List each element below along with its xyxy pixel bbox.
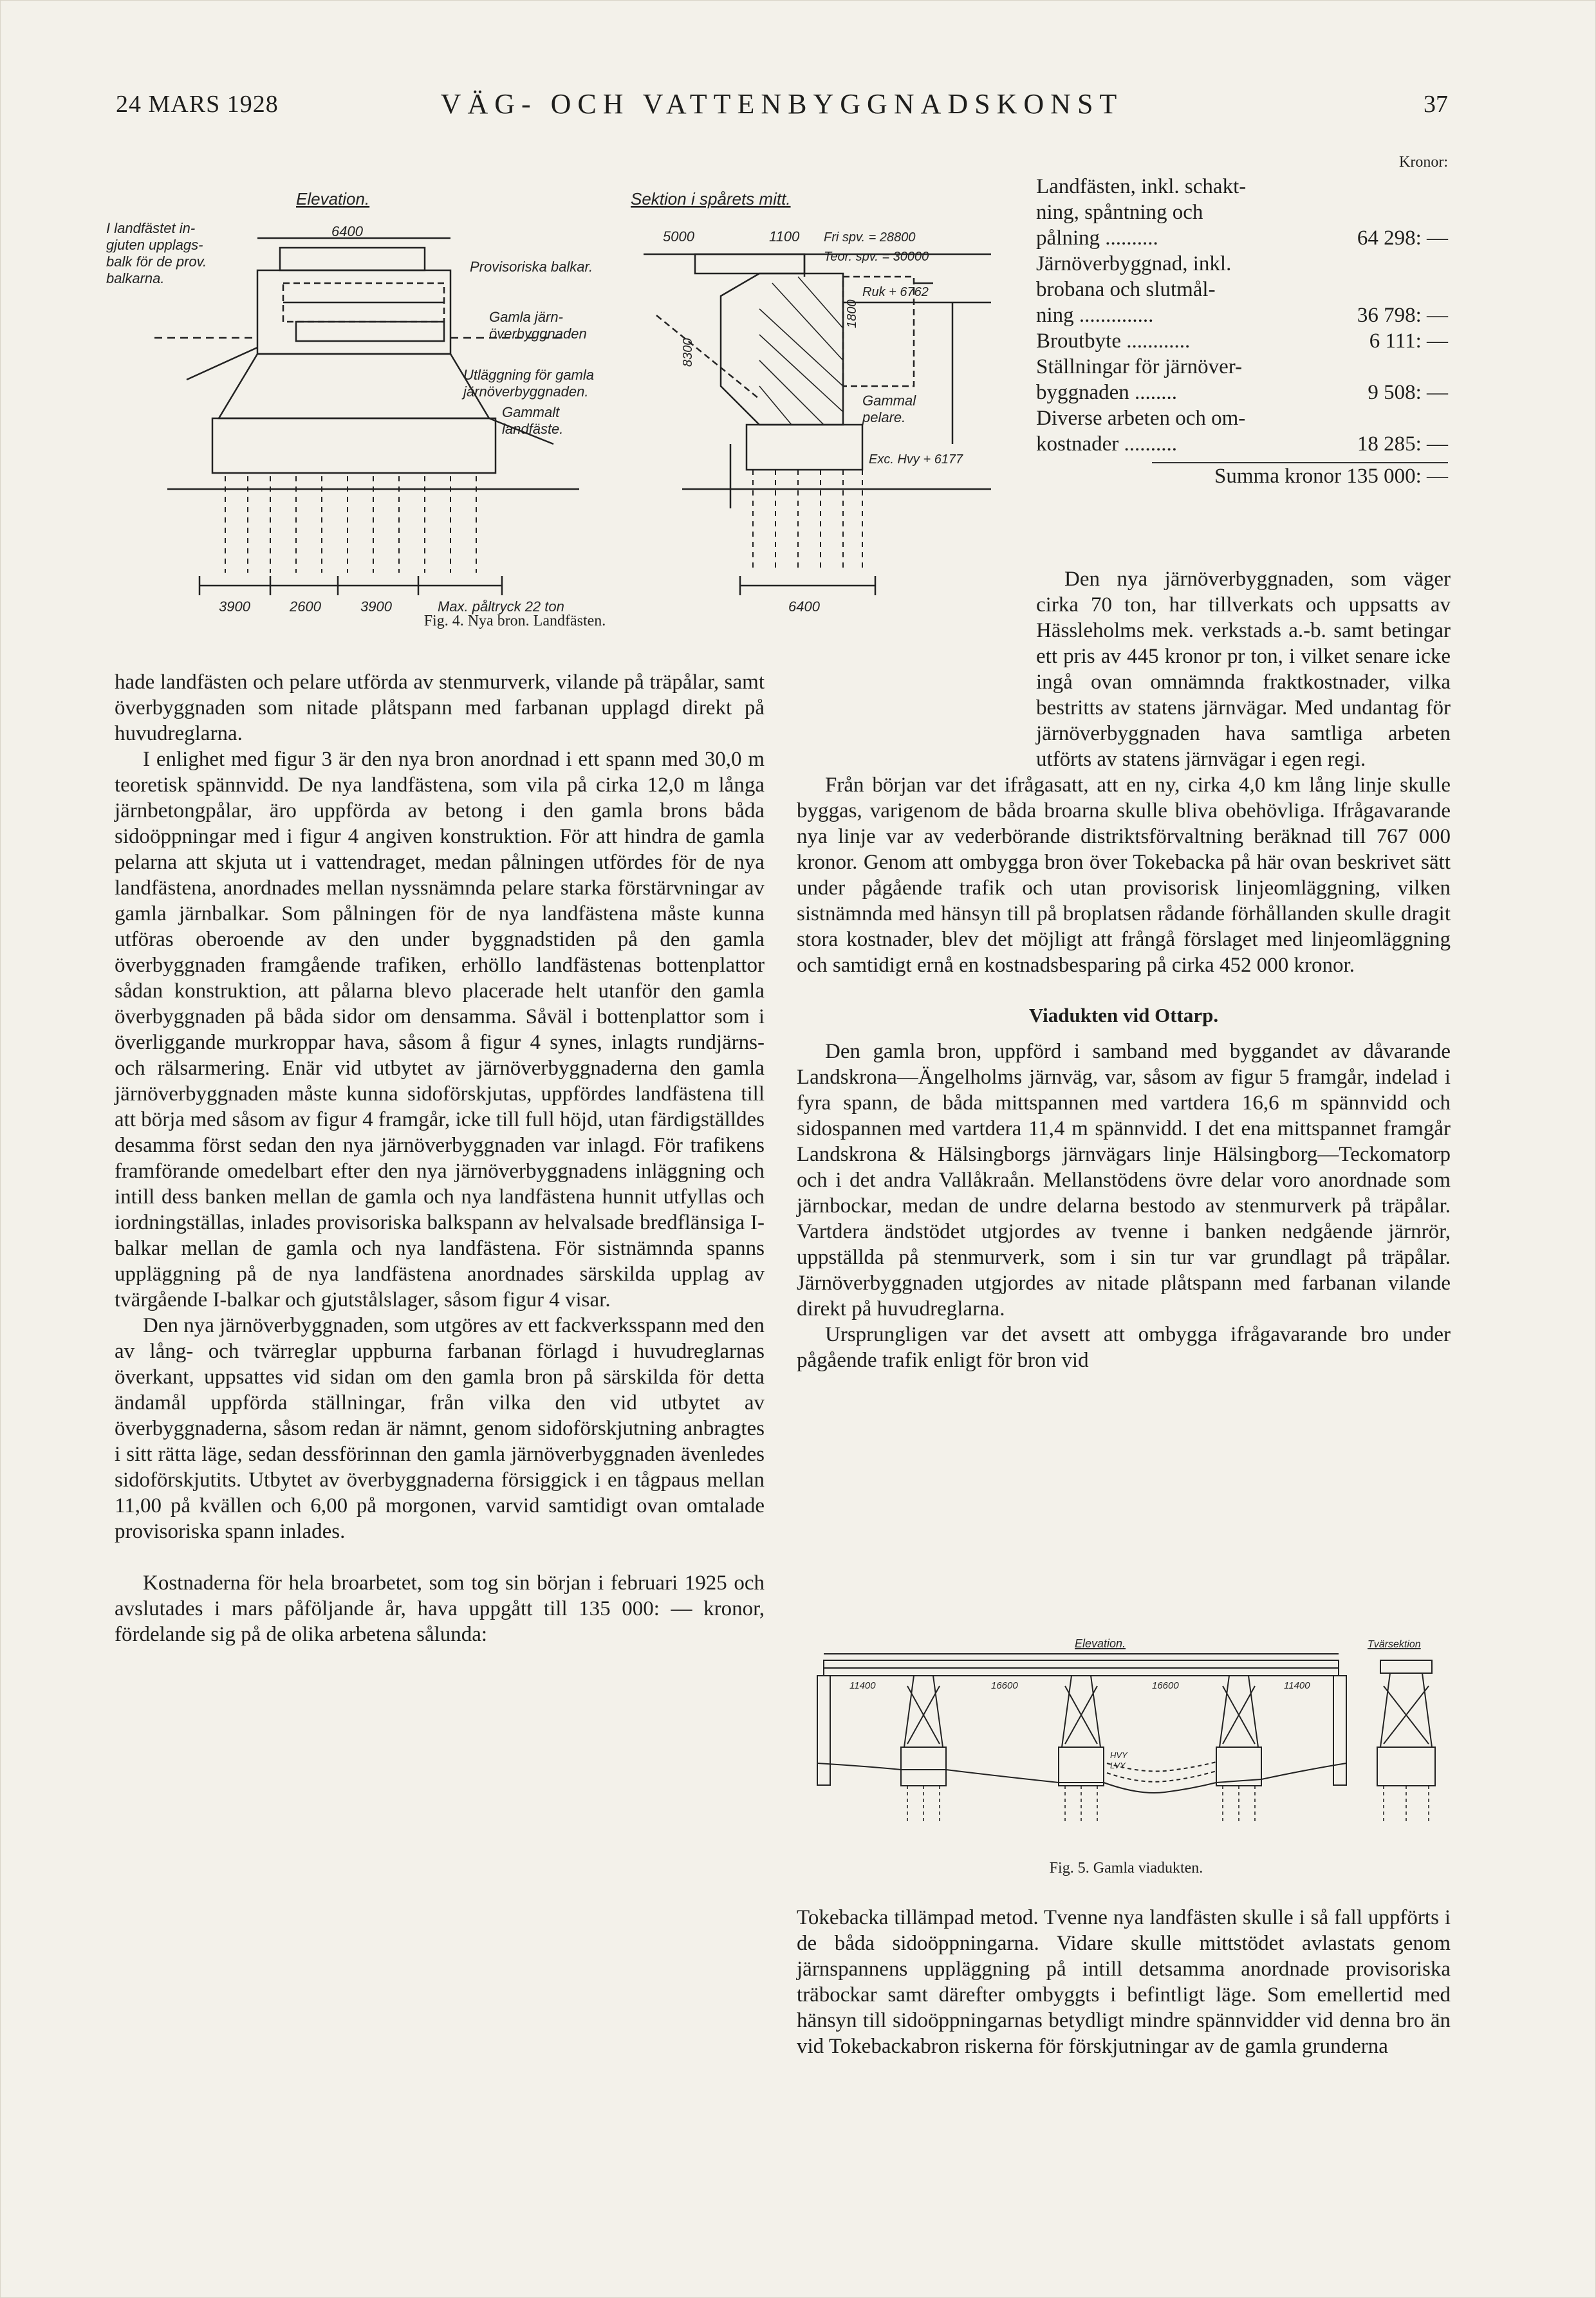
fig4-dim-6400-bottom: 6400 (788, 598, 820, 615)
fig5-dim-d: 11400 (1284, 1680, 1310, 1691)
fig4-label-utl-2: järnöverbyggnaden. (463, 384, 589, 400)
fig4-dim-1800: 1800 (845, 299, 859, 328)
cost-row-amount: 64 298: — (1357, 227, 1448, 250)
right-paragraph-1: Den nya järnöverbyggnaden, som väger cirka 70 ton, har tillverkats och uppsatts av Hässleholms mek. verkstads a.-b. samt betingar ett pris av 445 kronor pr ton, i vilket senare icke ingå ovan omnämnda fraktkostnader, vilka bestritts av statens järnvägar. Med undantag för järnöverbyggnaden hava samtliga arbeten utförts av statens järnvägar i egen regi. (1036, 568, 1451, 771)
fig4-dim-3900b: 3900 (360, 598, 392, 615)
fig5-label-lvy: LVY (1110, 1761, 1126, 1770)
fig4-dim-8300: 8300 (681, 338, 695, 367)
cost-row-amount: 36 798: — (1357, 304, 1448, 327)
left-paragraph-1: hade landfästen och pelare utförda av stenmurverk, vilande på träpålar, samt överbyggnaden som nitade plåtspann med farbanan upplagd direkt på huvudreglarna. (115, 671, 765, 745)
fig4-dim-exc: Exc. Hvy + 6177 (869, 452, 963, 467)
figure-5-drawing (804, 1635, 1454, 1828)
fig5-dim-a: 11400 (849, 1680, 876, 1691)
fig4-dim-5000: 5000 (663, 228, 694, 245)
fig5-title-elevation: Elevation. (1075, 1637, 1126, 1650)
fig4-dim-6400-top: 6400 (331, 223, 363, 239)
fig4-label-gamla-2: överbyggnaden (489, 326, 587, 342)
fig5-title-section: Tvärsektion (1368, 1639, 1421, 1650)
cost-row (1036, 328, 1448, 354)
header-page-number: 37 (1424, 91, 1448, 118)
right-paragraph-3: Den gamla bron, uppförd i samband med byggandet av dåvarande Landskrona—Ängelholms järnväg, var, såsom av figur 5 framgår, indelad i fyra spann, de båda mittspannen med vartdera 16,6 m spännvidd och sidospannen med vartdera 11,4 m spännvidd. I det ena mittspannet framgår Landskrona & Hälsingborgs järnvägars linje Hälsingborg—Teckomatorp och i det andra Vallåkraån. Mellanstödens övre delar voro anordnade som järnbockar, medan de undre delarna bestodo av stenmurverk på träpålar. Vartdera ändstödet utgjordes av tvenne i banken nedgående järnrör, uppställda på stenmurverk, som i sin tur var grundlagt på träpålar. Järnöverbyggnaden utgjordes av nitade plåtspann med farbanan vilande direkt på huvudreglarna. (797, 1040, 1451, 1320)
right-column-lower (797, 1905, 1451, 2059)
fig4-label-left-4: balkarna. (106, 270, 165, 286)
header-journal-title: VÄG- OCH VATTENBYGGNADSKONST (440, 88, 1124, 120)
right-paragraph-5: Tokebacka tillämpad metod. Tvenne nya landfästen skulle i så fall uppförts i de båda sidoöppningarna. Vidare skulle mittstödet avlastats genom järnspannens uppläggning på intill detsamma anordnade provisoriska träbockar samt därefter ombyggts i befintligt läge. Som emellertid med hänsyn till sidoöppningarnas betydligt mindre spännvidder vid denna bro än vid Tokebackabron riskerna för förskjutningar av de gamla grunderna (797, 1906, 1451, 2058)
cost-row-amount: 9 508: — (1368, 381, 1448, 404)
cost-row-label: Järnöverbyggnad, inkl. brobana och slutmål- ning .............. (1036, 252, 1232, 327)
fig4-label-left-3: balk för de prov. (106, 254, 207, 270)
figure-4-drawing (103, 174, 1023, 624)
fig4-label-landf-2: landfäste. (502, 421, 564, 437)
fig5-label-hvy: HVY (1110, 1750, 1127, 1760)
cost-sum: Summa kronor 135 000: — (1214, 465, 1448, 488)
fig4-label-landf-1: Gammalt (502, 404, 560, 420)
left-column (115, 669, 765, 1647)
cost-row-label: Diverse arbeten och om- kostnader .......... (1036, 407, 1246, 456)
fig4-label-left-2: gjuten upplags- (106, 237, 203, 253)
cost-table-currency-header: Kronor: (1399, 154, 1448, 171)
figure-4-caption: Fig. 4. Nya bron. Landfästen. (423, 613, 606, 629)
fig4-label-gamla-1: Gamla järn- (489, 309, 563, 325)
fig4-label-utl-1: Utläggning för gamla (463, 367, 595, 383)
fig4-label-pelare-1: Gammal (862, 393, 916, 409)
left-paragraph-2: I enlighet med figur 3 är den nya bron anordnad i ett spann med 30,0 m teoretisk spännvidd. De nya landfästena, som vila på cirka 12,0 m långa järnbetongpålar, äro uppförda av betong i den gamla brons båda sidoöppningar med i figur 4 angiven konstruktion. För att hindra de gamla pelarna att skjuta ut i vattendraget, medan pålningen utfördes för de nya landfästena, anordnades mellan nyssnämnda pelare starka förstärvningar av gamla järnbalkar. Som pålningen för de nya landfästena måste kunna utföras oberoende av den under byggnadstiden på den gamla överbyggnaden framgående trafiken, erhöllo landfästenas bottenplattor sådan konstruktion, att pålarna blevo placerade helt utanför den gamla överbyggnaden på båda sidor om densamma. Såväl i bottenplattor som i överliggande murkroppar hava, såsom å figur 4 synes, inlagts rundjärns- och rälsarmering. Enär vid utbytet av järnöverbyggnaderna den gamla järnöverbyggnaden måste kunna sidoförskjutas, uppfördes landfästena till att börja med såsom av figur 4 framgår, icke till full höjd, utan färdigställdes desamma först sedan den nya järnöverbyggnaden var inlagd. För trafikens framförande omedelbart efter den nya järnöverbyggnadens inläggning och intill dess banken mellan de gamla och nya landfästena hunnit utfyllas och iordningställas, inlades provisoriska balkspann av helvalsade bredflänsiga I-balkar mellan de gamla och nya landfästena. För sistnämnda spanns uppläggning på de nya landfästena anordnades särskilda upplag av tvärgående I-balkar och gjutstålslager, såsom figur 4 visar. (115, 748, 765, 1311)
fig4-dim-teor: Teor. spv. = 30000 (824, 250, 929, 264)
cost-row (1036, 354, 1448, 405)
fig4-dim-3900a: 3900 (219, 598, 250, 615)
header-date: 24 MARS 1928 (116, 91, 279, 118)
section-heading-ottarp: Viadukten vid Ottarp. (1028, 1004, 1219, 1026)
fig5-dim-b: 16600 (991, 1680, 1018, 1691)
fig5-dim-c: 16600 (1152, 1680, 1179, 1691)
cost-row-label: Broutbyte ............ (1036, 329, 1191, 353)
cost-row-label: Landfästen, inkl. schakt- ning, spåntning och pålning .......... (1036, 175, 1247, 250)
fig4-label-prov: Provisoriska balkar. (470, 259, 593, 275)
fig4-dim-max: Max. påltryck 22 ton (438, 598, 564, 615)
running-header (116, 90, 1448, 129)
right-column-upper (797, 566, 1451, 1373)
cost-table (1036, 154, 1448, 489)
figure-5-caption: Fig. 5. Gamla viadukten. (1049, 1860, 1203, 1876)
cost-row (1036, 405, 1448, 457)
fig4-label-left-1: I landfästet in- (106, 220, 196, 236)
cost-row-amount: 18 285: — (1357, 432, 1448, 456)
left-paragraph-4: Kostnaderna för hela broarbetet, som tog sin början i februari 1925 och avslutades i mars påföljande år, hava uppgått till 135 000: — kronor, fördelande sig på de olika arbetena sålunda: (115, 1571, 765, 1646)
right-paragraph-2: Från början var det ifrågasatt, att en ny, cirka 4,0 km lång linje skulle byggas, varigenom de båda broarna skulle bliva obehövliga. Ifrågavarande nya linje var av vederbörande distriktsförvaltning beräknad till 767 000 kronor. Genom att ombygga bron över Tokebacka på här ovan beskrivet sätt under pågående trafik och utan provisorisk linjeomläggning, vilken sistnämnda med hänsyn till på broplatsen rådande förhållanden skulle dragit stora kostnader, blev det möjligt att frångå förslaget med linjeomläggning och samtidigt ernå en kostnadsbesparing på cirka 452 000 kronor. (797, 774, 1451, 977)
cost-row-label: Ställningar för järnöver- byggnaden ........ (1036, 355, 1243, 404)
cost-row (1036, 174, 1448, 251)
left-paragraph-3: Den nya järnöverbyggnaden, som utgöres av ett fackverksspann med den av lång- och tvärreglar uppburna farbanan förlagd i huvudreglarnas överkant, uppsattes vid sidan om den gamla bron på särskilda för detta ändamål uppförda ställningar, från vilka den vid utbytet av överbyggnaderna, såsom redan är nämnt, genom sidoförskjutning anbragtes i sitt rätta läge, sedan dessförinnan den gamla järnöverbyggnaden ävenledes sidoförskjutits. Utbytet av överbyggnaderna försiggick i en tågpaus mellan 11,00 på kvällen och 6,00 på morgonen, varvid samtidigt ovan omtalade provisoriska spann inlades. (115, 1314, 765, 1543)
fig4-title-elevation: Elevation. (296, 189, 370, 208)
right-paragraph-4: Ursprungligen var det avsett att ombygga ifrågavarande bro under pågående trafik enligt för bron vid (797, 1323, 1451, 1372)
cost-row (1036, 251, 1448, 328)
fig4-dim-ruk: Ruk + 6762 (862, 285, 929, 299)
fig4-dim-2600: 2600 (290, 598, 321, 615)
fig4-dim-fri: Fri spv. = 28800 (824, 230, 916, 245)
fig4-title-section: Sektion i spårets mitt. (631, 189, 791, 208)
fig4-label-pelare-2: pelare. (862, 409, 906, 425)
cost-row-amount: 6 111: — (1369, 329, 1448, 353)
fig4-dim-1100: 1100 (769, 228, 800, 245)
